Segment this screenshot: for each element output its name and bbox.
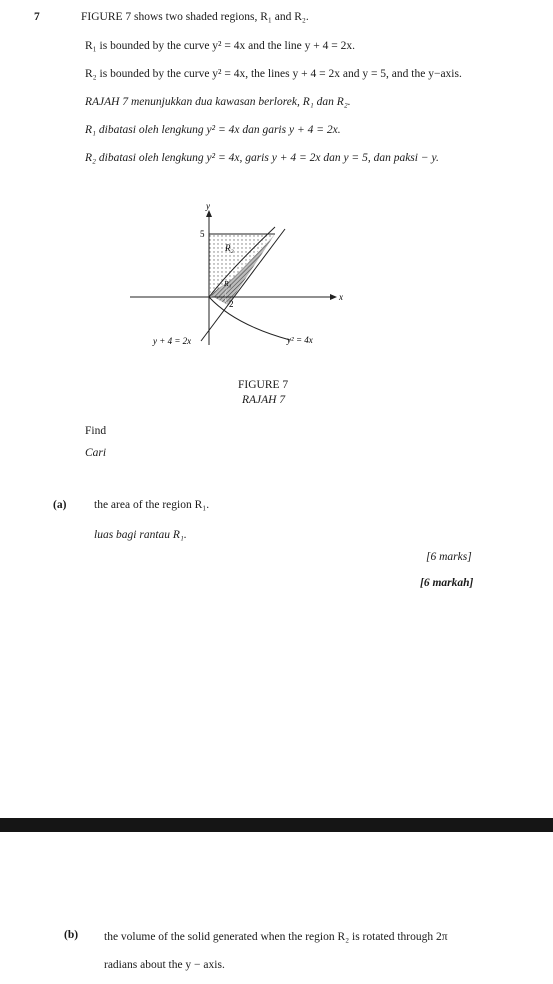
part-a-label: (a) [53,499,67,511]
x-axis-arrow [330,294,337,300]
find-malay: Cari [85,447,107,459]
region-r2-label: R₂ [225,243,234,253]
y-axis-label: y [206,201,210,211]
question-number: 7 [34,11,40,23]
page-separator-bar [0,818,553,832]
part-a-marks-english: [6 marks] [426,551,472,563]
intro-english: FIGURE 7 shows two shaded regions, R₁ and R₂. [81,11,309,23]
figure-caption-english: FIGURE 7 [238,379,289,391]
tick-label-2: 2 [229,299,234,309]
figure-7-graph [125,195,355,355]
part-b-question-line1: the volume of the solid generated when the region R₂ is rotated through 2π [104,931,448,943]
part-a-marks-malay: [6 markah] [420,577,474,589]
part-b-question-line2: radians about the y − axis. [104,959,225,971]
part-b-label: (b) [64,929,79,941]
x-axis-label: x [339,292,343,302]
region-r1-label: R₁ [224,279,232,288]
r1-definition-english: R₁ is bounded by the curve y² = 4x and the line y + 4 = 2x. [85,40,355,52]
r1-definition-malay: R₁ dibatasi oleh lengkung y² = 4x dan garis y + 4 = 2x. [85,124,341,136]
curve-equation-label: y² = 4x [287,335,313,345]
r2-definition-english: R₂ is bounded by the curve y² = 4x, the lines y + 4 = 2x and y = 5, and the y−axis. [85,68,462,80]
find-english: Find [85,425,107,437]
part-a-question-malay: luas bagi rantau R₁. [94,529,187,541]
line-equation-label: y + 4 = 2x [153,336,192,346]
y-axis-arrow [206,210,212,217]
tick-label-5: 5 [200,229,205,239]
r2-definition-malay: R₂ dibatasi oleh lengkung y² = 4x, garis y + 4 = 2x dan y = 5, dan paksi − y. [85,152,439,164]
part-a-question-english: the area of the region R₁. [94,499,210,511]
figure-caption-malay: RAJAH 7 [242,394,286,406]
intro-malay: RAJAH 7 menunjukkan dua kawasan berlorek, R₁ dan R₂. [85,96,351,108]
